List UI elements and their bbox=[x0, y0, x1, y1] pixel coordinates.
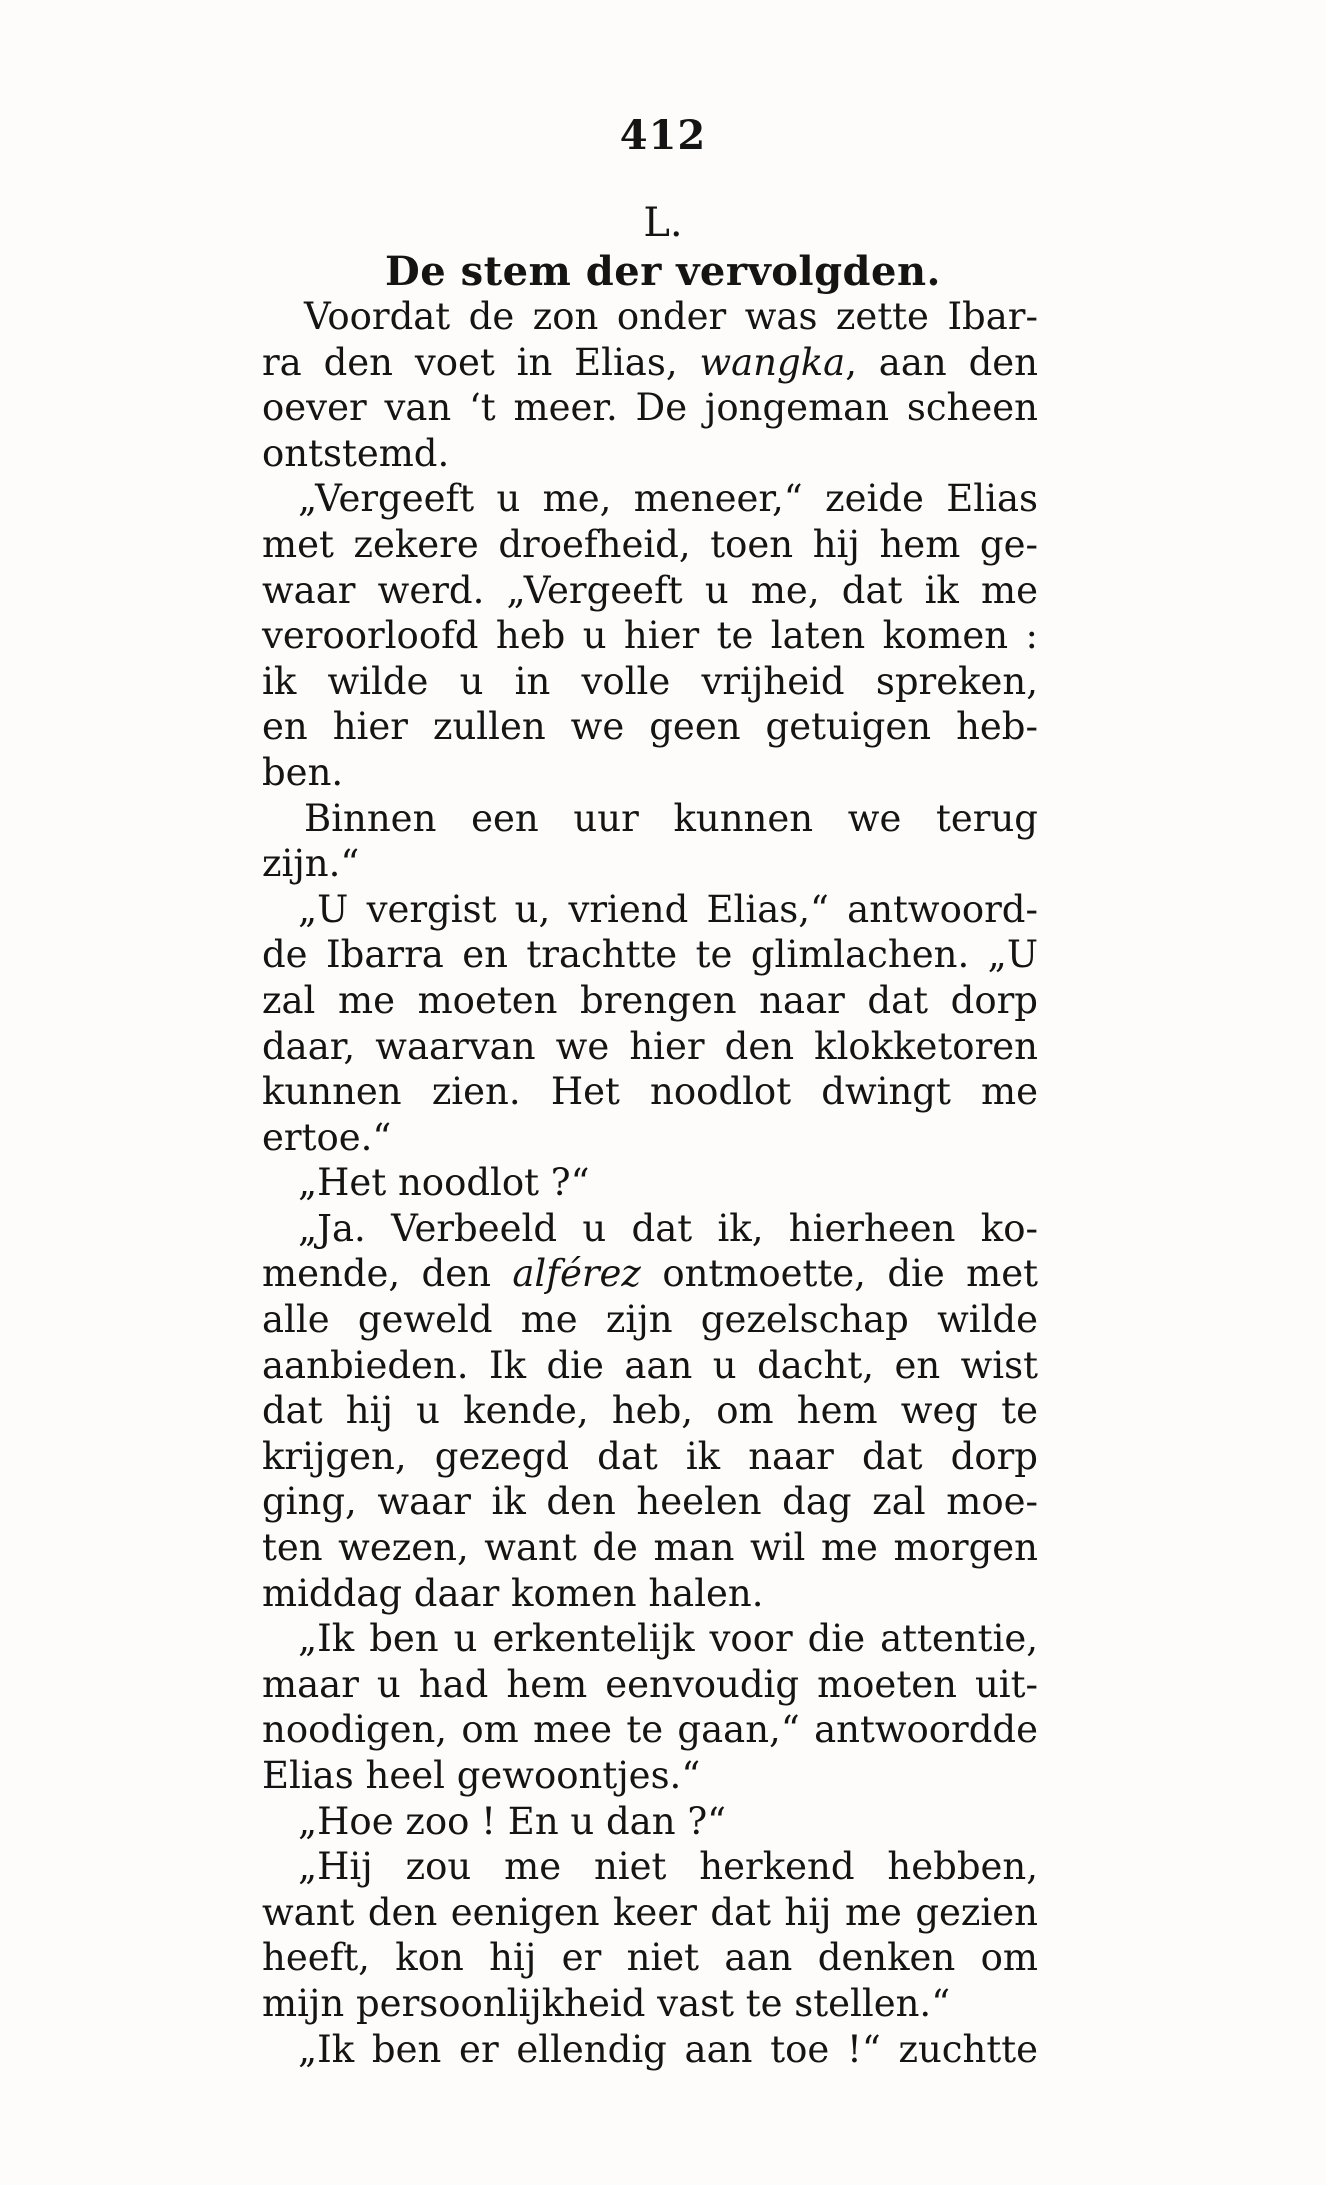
text-line: Voordat de zon onder was zette Ibar- bbox=[304, 295, 1038, 338]
text-line: mijn persoonlijkheid vast te stellen.“ bbox=[262, 1981, 951, 2025]
text-line: „Ja. Verbeeld u dat ik, hierheen ko- bbox=[298, 1206, 1038, 1250]
text-line: zal me moeten brengen naar dat dorp bbox=[262, 978, 1038, 1022]
text-line: met zekere droefheid, toen hij hem ge- bbox=[262, 522, 1038, 566]
text-line: dat hij u kende, heb, om hem weg te bbox=[262, 1389, 1038, 1433]
text-line: waar werd. „Vergeeft u me, dat ik me bbox=[262, 568, 1038, 612]
text-line: veroorloofd heb u hier te laten komen : bbox=[262, 614, 1038, 658]
text-line: oever van ‘t meer. De jongeman scheen bbox=[262, 386, 1038, 430]
text-line: alle geweld me zijn gezelschap wilde bbox=[262, 1298, 1038, 1342]
text-line: ontstemd. bbox=[262, 431, 450, 475]
text-line: „Hoe zoo ! En u dan ?“ bbox=[298, 1799, 727, 1843]
text-line: „Vergeeft u me, meneer,“ zeide Elias bbox=[298, 477, 1038, 521]
chapter-title: De stem der vervolgden. bbox=[385, 248, 941, 295]
text-line: noodigen, om mee te gaan,“ antwoordde bbox=[262, 1708, 1038, 1752]
text-line: middag daar komen halen. bbox=[262, 1571, 764, 1615]
text-line: ging, waar ik den heelen dag zal moe- bbox=[262, 1480, 1038, 1524]
text-line: ik wilde u in volle vrijheid spreken, bbox=[262, 659, 1038, 703]
text-line: Binnen een uur kunnen we terug bbox=[304, 796, 1038, 840]
text-line: ra den voet in Elias, wangka, aan den bbox=[262, 340, 1038, 384]
text-line: „Ik ben er ellendig aan toe !“ zuchtte bbox=[298, 2027, 1038, 2071]
text-line: „Hij zou me niet herkend hebben, bbox=[298, 1845, 1038, 1889]
body-text bbox=[262, 294, 1038, 2072]
text-line: ertoe.“ bbox=[262, 1115, 392, 1159]
page-number: 412 bbox=[619, 112, 707, 159]
text-line: heeft, kon hij er niet aan denken om bbox=[262, 1936, 1038, 1980]
text-line: ten wezen, want de man wil me morgen bbox=[262, 1526, 1038, 1570]
italic-word: wangka bbox=[699, 340, 846, 384]
text-line: „Ik ben u erkentelijk voor die attentie, bbox=[298, 1617, 1038, 1661]
text-line: kunnen zien. Het noodlot dwingt me bbox=[262, 1070, 1038, 1114]
text-line: aanbieden. Ik die aan u dacht, en wist bbox=[262, 1343, 1038, 1387]
text-line: ben. bbox=[262, 750, 344, 794]
text-line: want den eenigen keer dat hij me gezien bbox=[262, 1890, 1038, 1934]
text-line: daar, waarvan we hier den klokketoren bbox=[262, 1024, 1038, 1068]
text-line: mende, den alférez ontmoette, die met bbox=[262, 1252, 1038, 1296]
text-line: de Ibarra en trachtte te glimlachen. „U bbox=[262, 933, 1038, 977]
text-line: „U vergist u, vriend Elias,“ antwoord- bbox=[298, 887, 1038, 931]
italic-word: alférez bbox=[512, 1252, 641, 1296]
text-line: en hier zullen we geen getuigen heb- bbox=[262, 705, 1038, 749]
text-line: krijgen, gezegd dat ik naar dat dorp bbox=[262, 1434, 1038, 1478]
text-line: zijn.“ bbox=[262, 842, 360, 886]
text-line: Elias heel gewoontjes.“ bbox=[262, 1754, 701, 1797]
chapter-number: L. bbox=[643, 200, 683, 246]
text-line: maar u had hem eenvoudig moeten uit- bbox=[262, 1662, 1038, 1706]
text-line: „Het noodlot ?“ bbox=[298, 1161, 590, 1205]
